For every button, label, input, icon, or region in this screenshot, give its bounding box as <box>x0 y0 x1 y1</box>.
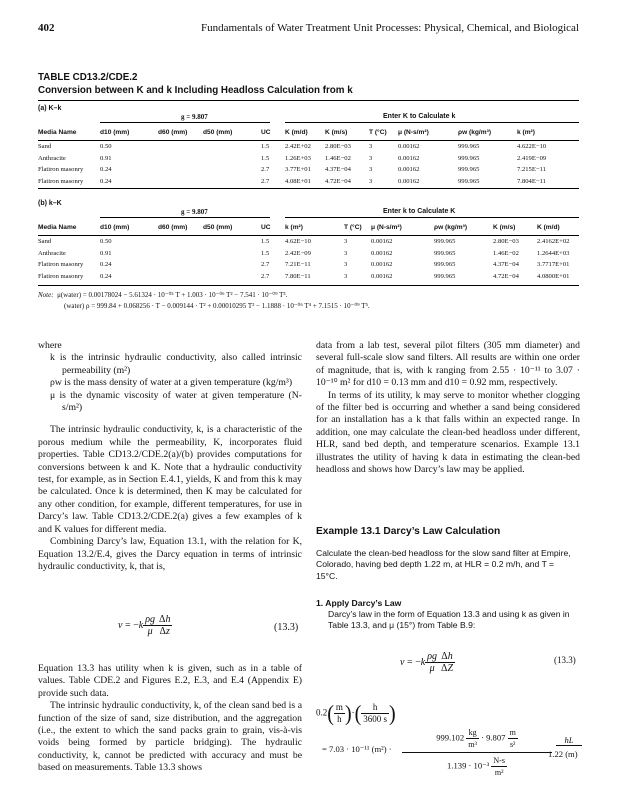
cell <box>203 271 261 283</box>
unit-m3: m³ <box>468 740 477 749</box>
note-density: (water) ρ = 999.84 + 0.068256 · T − 0.009144 · T² + 0.00010295 T³ − 1.1888 · 10⁻⁰⁶ T⁴ + 7.1515 · 10⁻⁰⁹ T⁵. <box>64 302 370 310</box>
section-a-group-rule-right <box>285 122 579 123</box>
section-a-header-row <box>38 124 579 141</box>
table-row <box>38 164 579 176</box>
cell: 999.965 <box>458 143 480 151</box>
page-number: 402 <box>38 22 55 34</box>
cell: 0.00162 <box>398 143 420 151</box>
header-d50: d50 (mm) <box>203 223 233 231</box>
cell: 2.80E−03 <box>325 143 351 151</box>
cell: 0.00162 <box>371 272 393 280</box>
table-top-rule <box>38 100 579 101</box>
table-title: Conversion between K and k Including Headloss Calculation from k <box>38 85 353 96</box>
cell: 7.215E−11 <box>517 166 546 174</box>
calc-hlr: 0.2 <box>316 707 328 718</box>
calc-gravity: · 9.807 <box>481 732 506 743</box>
cell: 999.965 <box>434 272 456 280</box>
header-K-md: K (m/d) <box>537 223 560 231</box>
header-k: k (m²) <box>517 128 535 136</box>
cell <box>158 141 203 153</box>
table-row <box>38 176 579 188</box>
header-media-name: Media Name <box>38 128 77 136</box>
header-K-ms: K (m/s) <box>493 223 516 231</box>
calc-bed-depth: 1.22 (m) <box>548 749 578 759</box>
cell: 3 <box>344 249 348 257</box>
cell <box>158 176 203 188</box>
note-viscosity: μ(water) = 0.00178024 − 5.61324 · 10⁻⁰⁵ T + 1.003 · 10⁻⁰⁶ T² − 7.541 · 10⁻⁰⁹ T³. <box>57 291 288 299</box>
cell: 0.00162 <box>371 261 393 269</box>
cell: 4.37E−04 <box>325 166 351 174</box>
cell: 0.24 <box>100 166 112 174</box>
cell: 2.419E−09 <box>517 154 547 162</box>
where-label: where <box>38 340 62 351</box>
header-temp: T (°C) <box>344 223 362 231</box>
equation-darcy-right: v = −k $\frac{\rho g}{\mu}$ $\frac{\Delta h}{\Delta Z}$ <box>400 651 453 674</box>
paragraph-clean-sand: The intrinsic hydraulic conductivity, k, of the clean sand bed is a function of the size of sand, size distribution, and the aggregation (i.e., the extent to which the sand packs grain to grain, vis-à-vis voids being formed by particle bridging). The hydraulic conductivity, k, cannot be predicted with accuracy and must be based on measurements. Table 13.3 shows <box>38 700 302 774</box>
running-title: Fundamentals of Water Treatment Unit Processes: Physical, Chemical, and Biological <box>200 22 579 34</box>
section-a-bottom-rule <box>38 188 579 189</box>
unit-m: m <box>509 728 516 737</box>
cell <box>158 271 203 283</box>
cell: 3 <box>344 261 348 269</box>
cell: 2.7 <box>261 261 270 269</box>
cell: 0.91 <box>100 154 112 162</box>
eq-fraction: $\frac{\Delta h}{\Delta z}$ <box>159 614 171 637</box>
table-note-line-1 <box>38 290 583 301</box>
eq-fraction: $\frac{\Delta h}{\Delta Z}$ <box>441 651 453 674</box>
cell: 0.24 <box>100 177 112 185</box>
calc-hl <box>556 735 582 746</box>
cell: 1.5 <box>261 238 270 246</box>
cell: 1.46E−02 <box>493 249 519 257</box>
table-bottom-rule <box>38 285 579 286</box>
cell: 2.42E−09 <box>285 249 311 257</box>
calc-right-side <box>322 744 392 755</box>
section-b-table <box>38 219 579 282</box>
cell: 999.965 <box>458 166 480 174</box>
cell: 1.5 <box>261 143 270 151</box>
cell <box>158 164 203 176</box>
cell: 3 <box>369 143 373 151</box>
section-a-gravity: g = 9.807 <box>181 113 208 121</box>
cell: 4.08E+01 <box>285 177 311 185</box>
calc-velocity: 0.2( $\frac{m}{h}$ )·( $\frac{h}{3600 s}$ ) <box>316 701 396 726</box>
cell: 2.7 <box>261 272 270 280</box>
paragraph-lab-data: data from a lab test, several pilot filters (305 mm diameter) and several full-scale slow sand filters. All results are within one order of magnitude, that is, with k ranging from 2.55 · 10⁻¹¹ to 3.07 · 10⁻¹⁰ m² for d10 = 0.13 mm and d10 = 0.92 mm, respectively. <box>316 340 580 389</box>
unit-m: m <box>335 702 343 712</box>
section-b-group-rule-left <box>100 217 270 218</box>
cell <box>158 236 203 248</box>
cell: 4.37E−04 <box>493 261 519 269</box>
note-label: Note: <box>38 291 54 299</box>
equation-number-left: (13.3) <box>274 622 299 633</box>
density-unit <box>466 727 479 750</box>
left-column-lower <box>38 663 302 775</box>
cell: 3.7717E+01 <box>537 261 570 269</box>
cell: Flatiron masonry <box>38 272 84 280</box>
cell: 0.00162 <box>398 154 420 162</box>
cell: Anthracite <box>38 154 66 162</box>
cell: 3 <box>369 166 373 174</box>
calc-density: 999.102 <box>436 732 465 743</box>
header-k: k (m²) <box>285 223 303 231</box>
eq-fraction: $\frac{\rho g}{\mu}$ <box>427 651 437 674</box>
definition-k: k is the intrinsic hydraulic conductivity, also called intrinsic permeability (m²) <box>50 352 302 376</box>
cell: 1.26E+03 <box>285 154 311 162</box>
definition-rho: ρw is the mass density of water at a given temperature (kg/m³) <box>50 377 293 389</box>
cell: 2.4162E+02 <box>537 238 570 246</box>
cell: 0.50 <box>100 238 112 246</box>
cell: 4.62E−10 <box>285 238 311 246</box>
equation-number-right: (13.3) <box>554 655 576 665</box>
header-mu: μ (N-s/m²) <box>371 223 402 231</box>
equation-darcy-left: v = −k $\frac{\rho g}{\mu}$ $\frac{\Delta h}{\Delta z}$ <box>118 614 171 637</box>
cell: 2.7 <box>261 177 270 185</box>
calc-k-value: = 7.03 · 10⁻¹¹ (m²) · <box>322 744 392 754</box>
section-a-group-title: Enter K to Calculate k <box>383 113 456 120</box>
cell <box>203 248 261 260</box>
cell: 4.72E−04 <box>325 177 351 185</box>
section-b-group-rule-right <box>285 217 579 218</box>
example-text: Calculate the clean-bed headloss for the slow sand filter at Empire, Colorado, having bed depth 1.22 m, at HLR = 0.2 m/h, and T = 15°C. <box>316 548 571 581</box>
cell <box>203 164 261 176</box>
calc-numerator <box>402 727 552 753</box>
left-column <box>38 340 302 573</box>
cell: 3 <box>344 238 348 246</box>
section-b-label: (b) k–K <box>38 200 62 207</box>
cell: 2.80E−03 <box>493 238 519 246</box>
header-uc: UC <box>261 223 271 231</box>
calc-fraction <box>402 727 552 778</box>
unit-s2: s² <box>509 740 516 749</box>
cell: 7.21E−11 <box>285 261 311 269</box>
cell: 3 <box>369 177 373 185</box>
cell: Flatiron masonry <box>38 166 84 174</box>
unit-h: h <box>337 714 342 724</box>
section-a-table <box>38 124 579 187</box>
calc-denominator <box>402 753 552 778</box>
cell: 7.80E−11 <box>285 272 311 280</box>
cell: 999.965 <box>458 177 480 185</box>
table-row <box>38 259 579 271</box>
unit-kg: kg <box>468 728 477 737</box>
definition-mu: μ is the dynamic viscosity of water at given temperature (N-s/m²) <box>50 389 302 414</box>
cell: 7.804E−11 <box>517 177 546 185</box>
symbol-hl: hL <box>564 735 574 745</box>
section-a-group-rule-left <box>100 122 270 123</box>
right-column <box>316 340 580 476</box>
eq-fraction: $\frac{\rho g}{\mu}$ <box>145 614 155 637</box>
cell: 4.622E−10 <box>517 143 547 151</box>
cell: 3 <box>369 154 373 162</box>
table-row <box>38 248 579 260</box>
cell: 0.50 <box>100 143 112 151</box>
header-rho: ρw (kg/m³) <box>434 223 468 231</box>
cell: 0.24 <box>100 272 112 280</box>
paragraph-utility: Equation 13.3 has utility when k is given, such as in a table of values. Table CDE.2 and Figures E.2, E.3, and E.4 (Appendix E) provide such data. <box>38 663 302 699</box>
cell: 1.2644E+03 <box>537 249 570 257</box>
viscosity-unit <box>491 755 507 778</box>
paragraph-utility-k: In terms of its utility, k may serve to monitor whether clogging of the filter bed is occurring and whether a sand being considered for an installation has a k that falls within an expected range. In addition, one may calculate the clean-bed headloss under different, HLR, sand bed depth, and temperature scenarios. Example 13.1 illustrates the utility of having k data in estimating the clean-bed headloss and shows how Darcy’s law may be applied. <box>316 389 580 476</box>
cell: 2.42E+02 <box>285 143 311 151</box>
cell: 0.00162 <box>398 177 420 185</box>
example-title: Example 13.1 Darcy’s Law Calculation <box>316 526 501 537</box>
table-row <box>38 271 579 283</box>
header-rho: ρw (kg/m³) <box>458 128 492 136</box>
unit-3600s: 3600 s <box>363 714 388 724</box>
paragraph-combining: Combining Darcy’s law, Equation 13.1, with the relation for K, Equation 13.2/E.4, gives the Darcy equation in terms of intrinsic hydraulic conductivity, k, that is, <box>38 536 302 572</box>
cell: Flatiron masonry <box>38 261 84 269</box>
cell <box>203 236 261 248</box>
cell <box>158 259 203 271</box>
header-uc: UC <box>261 128 271 136</box>
unit-fraction <box>334 702 345 725</box>
table-note <box>38 290 583 312</box>
cell: 999.965 <box>458 154 480 162</box>
time-fraction <box>361 702 389 725</box>
cell: 4.0800E+01 <box>537 272 570 280</box>
cell: 0.00162 <box>371 249 393 257</box>
header-d10: d10 (mm) <box>100 128 130 136</box>
header-mu: μ (N-s/m²) <box>398 128 429 136</box>
header-K-md: K (m/d) <box>285 128 308 136</box>
cell: 0.00162 <box>371 238 393 246</box>
calc-viscosity: 1.139 · 10⁻³ <box>447 760 490 771</box>
header-media-name: Media Name <box>38 223 77 231</box>
step-title: 1. Apply Darcy’s Law <box>316 598 402 608</box>
cell <box>203 259 261 271</box>
cell: Flatiron masonry <box>38 177 84 185</box>
header-d50: d50 (mm) <box>203 128 233 136</box>
cell: 3.77E+01 <box>285 166 311 174</box>
cell <box>158 248 203 260</box>
unit-h: h <box>372 702 378 712</box>
cell: 999.965 <box>434 261 456 269</box>
cell: 2.7 <box>261 166 270 174</box>
cell <box>203 153 261 165</box>
table-row <box>38 141 579 153</box>
cell: 1.46E−02 <box>325 154 351 162</box>
cell <box>158 153 203 165</box>
unit-m2: m² <box>494 768 504 777</box>
cell: 3 <box>344 272 348 280</box>
header-d10: d10 (mm) <box>100 223 130 231</box>
header-K-ms: K (m/s) <box>325 128 348 136</box>
calc-headloss-fraction <box>556 735 582 746</box>
table-note-line-2 <box>38 301 583 312</box>
header-d60: d60 (mm) <box>158 223 188 231</box>
cell: Sand <box>38 143 52 151</box>
cell: Sand <box>38 238 52 246</box>
section-b-gravity: g = 9.807 <box>181 208 208 216</box>
table-row <box>38 236 579 248</box>
section-b-group-title: Enter k to Calculate K <box>383 208 456 215</box>
cell: 0.91 <box>100 249 112 257</box>
cell: 0.00162 <box>398 166 420 174</box>
cell: 4.72E−04 <box>493 272 519 280</box>
header-d60: d60 (mm) <box>158 128 188 136</box>
cell: 1.5 <box>261 154 270 162</box>
table-row <box>38 153 579 165</box>
paragraph-intrinsic: The intrinsic hydraulic conductivity, k, is a characteristic of the porous medium while the permeability, K, incorporates fluid properties. Table CD13.2/CDE.2(a)/(b) provides computations for conversions between k and K. Note that a hydraulic conductivity test, for example, as in Section E.4.1, yields, K and from this k may be calculated. Once k is determined, then K may be calculated for any other condition, for example, different temperatures, for use in Darcy’s law. Table CD13.2/CDE.2(a) gives a few examples of k and K values for different media. <box>38 424 302 535</box>
cell: 1.5 <box>261 249 270 257</box>
header-temp: T (°C) <box>369 128 387 136</box>
gravity-unit <box>508 727 518 750</box>
cell: Anthracite <box>38 249 66 257</box>
step-text: Darcy’s law in the form of Equation 13.3 and using k as given in Table 13.3, and μ (15°) from Table B.9: <box>328 609 570 631</box>
cell: 0.24 <box>100 261 112 269</box>
section-a-label: (a) K–k <box>38 105 62 112</box>
cell <box>203 176 261 188</box>
cell: 999.965 <box>434 238 456 246</box>
unit-ns: N-s <box>493 756 505 765</box>
cell <box>203 141 261 153</box>
section-b-header-row <box>38 219 579 236</box>
cell: 999.965 <box>434 249 456 257</box>
table-label: TABLE CD13.2/CDE.2 <box>38 72 138 83</box>
